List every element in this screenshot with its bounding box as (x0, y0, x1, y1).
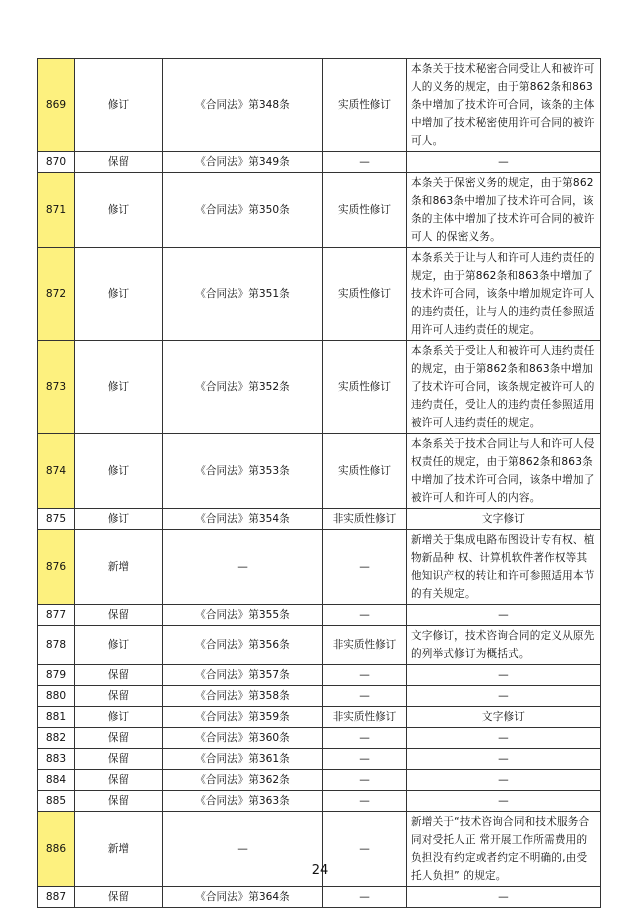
table-row (38, 341, 601, 434)
revision-note: — (407, 770, 601, 791)
revision-note: 文字修订，技术咨询合同的定义从原先的列举式修订为概括式。 (407, 626, 601, 665)
revision-kind: 非实质性修订 (323, 509, 407, 530)
source-article: 《合同法》第360条 (163, 728, 323, 749)
article-number: 882 (38, 728, 75, 749)
change-type: 修订 (75, 434, 163, 509)
article-number: 876 (38, 530, 75, 605)
revision-note: — (407, 728, 601, 749)
revision-kind: — (323, 530, 407, 605)
revision-kind: — (323, 887, 407, 908)
table-row (38, 173, 601, 248)
article-number: 874 (38, 434, 75, 509)
source-article: 《合同法》第351条 (163, 248, 323, 341)
revision-kind: — (323, 749, 407, 770)
table-row (38, 605, 601, 626)
table-row (38, 530, 601, 605)
article-number: 870 (38, 152, 75, 173)
article-number: 880 (38, 686, 75, 707)
source-article: 《合同法》第350条 (163, 173, 323, 248)
revision-note: 本条关于技术秘密合同受让人和被许可人的义务的规定，由于第862条和863条中增加了技术许可合同，该条的主体中增加了技术秘密使用许可合同的被许可人。 (407, 59, 601, 152)
table-row (38, 248, 601, 341)
revision-kind: 非实质性修订 (323, 707, 407, 728)
article-number: 872 (38, 248, 75, 341)
change-type: 保留 (75, 152, 163, 173)
revision-kind: — (323, 770, 407, 791)
change-type: 修订 (75, 626, 163, 665)
revision-note: 新增关于“技术咨询合同和技术服务合同对受托人正 常开展工作所需费用的负担没有约定或者约定不明确的,由受托人负担” 的规定。 (407, 812, 601, 887)
revision-kind: — (323, 605, 407, 626)
source-article: 《合同法》第349条 (163, 152, 323, 173)
revision-note: — (407, 749, 601, 770)
table-row (38, 152, 601, 173)
table-row (38, 434, 601, 509)
revision-note: 本条系关于受让人和被许可人违约责任的规定，由于第862条和863条中增加了技术许可合同，该条规定被许可人的违约责任，受让人的违约责任参照适用被许可人违约责任的规定。 (407, 341, 601, 434)
revision-kind: 非实质性修订 (323, 626, 407, 665)
table-row (38, 887, 601, 908)
change-type: 保留 (75, 665, 163, 686)
revision-note: 新增关于集成电路布图设计专有权、植物新品种 权、计算机软件著作权等其他知识产权的转让和许可参照适用本节的有关规定。 (407, 530, 601, 605)
table-row (38, 791, 601, 812)
page-number: 24 (311, 863, 329, 878)
revision-note: — (407, 686, 601, 707)
article-number: 871 (38, 173, 75, 248)
source-article: — (163, 530, 323, 605)
article-number: 887 (38, 887, 75, 908)
revision-kind: — (323, 812, 407, 887)
revision-note: 本条系关于技术合同让与人和许可人侵权责任的规定，由于第862条和863条中增加了技术许可合同，该条中增加了被许可人和许可人的内容。 (407, 434, 601, 509)
article-number: 884 (38, 770, 75, 791)
source-article: 《合同法》第352条 (163, 341, 323, 434)
table-body (38, 59, 601, 908)
source-article: 《合同法》第354条 (163, 509, 323, 530)
table-row (38, 770, 601, 791)
revision-kind: — (323, 728, 407, 749)
table-row (38, 59, 601, 152)
table-row (38, 686, 601, 707)
article-number: 875 (38, 509, 75, 530)
article-number: 883 (38, 749, 75, 770)
revision-note: — (407, 152, 601, 173)
change-type: 新增 (75, 812, 163, 887)
revision-note: — (407, 887, 601, 908)
revision-kind: — (323, 152, 407, 173)
revision-kind: 实质性修订 (323, 59, 407, 152)
revision-kind: 实质性修订 (323, 434, 407, 509)
article-number: 886 (38, 812, 75, 887)
revision-kind: — (323, 665, 407, 686)
comparison-table (37, 58, 601, 908)
change-type: 保留 (75, 791, 163, 812)
article-number: 877 (38, 605, 75, 626)
revision-kind: 实质性修订 (323, 173, 407, 248)
revision-note: — (407, 605, 601, 626)
revision-kind: — (323, 686, 407, 707)
source-article: 《合同法》第357条 (163, 665, 323, 686)
article-number: 869 (38, 59, 75, 152)
revision-note: — (407, 791, 601, 812)
source-article: 《合同法》第353条 (163, 434, 323, 509)
change-type: 修订 (75, 707, 163, 728)
source-article: 《合同法》第348条 (163, 59, 323, 152)
source-article: 《合同法》第364条 (163, 887, 323, 908)
change-type: 新增 (75, 530, 163, 605)
change-type: 修订 (75, 248, 163, 341)
source-article: 《合同法》第362条 (163, 770, 323, 791)
revision-note: 本条关于保密义务的规定，由于第862条和863条中增加了技术许可合同，该条的主体中增加了技术许可合同的被许可人 的保密义务。 (407, 173, 601, 248)
source-article: — (163, 812, 323, 887)
change-type: 保留 (75, 887, 163, 908)
change-type: 修订 (75, 59, 163, 152)
source-article: 《合同法》第355条 (163, 605, 323, 626)
article-number: 881 (38, 707, 75, 728)
change-type: 保留 (75, 728, 163, 749)
source-article: 《合同法》第361条 (163, 749, 323, 770)
change-type: 修订 (75, 509, 163, 530)
table-row (38, 626, 601, 665)
article-number: 878 (38, 626, 75, 665)
change-type: 修订 (75, 173, 163, 248)
revision-note: 文字修订 (407, 509, 601, 530)
table-row (38, 728, 601, 749)
revision-kind: — (323, 791, 407, 812)
revision-kind: 实质性修订 (323, 341, 407, 434)
source-article: 《合同法》第363条 (163, 791, 323, 812)
change-type: 保留 (75, 749, 163, 770)
source-article: 《合同法》第358条 (163, 686, 323, 707)
change-type: 保留 (75, 686, 163, 707)
table-row (38, 707, 601, 728)
change-type: 保留 (75, 770, 163, 791)
table-row (38, 509, 601, 530)
source-article: 《合同法》第359条 (163, 707, 323, 728)
article-number: 873 (38, 341, 75, 434)
revision-note: 本条系关于让与人和许可人违约责任的规定，由于第862条和863条中增加了技术许可合同，该条中增加规定许可人的违约责任，让与人的违约责任参照适用许可人违约责任的规定。 (407, 248, 601, 341)
article-number: 879 (38, 665, 75, 686)
table-row (38, 665, 601, 686)
revision-note: — (407, 665, 601, 686)
revision-kind: 实质性修订 (323, 248, 407, 341)
table-row (38, 749, 601, 770)
article-number: 885 (38, 791, 75, 812)
change-type: 保留 (75, 605, 163, 626)
change-type: 修订 (75, 341, 163, 434)
source-article: 《合同法》第356条 (163, 626, 323, 665)
revision-note: 文字修订 (407, 707, 601, 728)
